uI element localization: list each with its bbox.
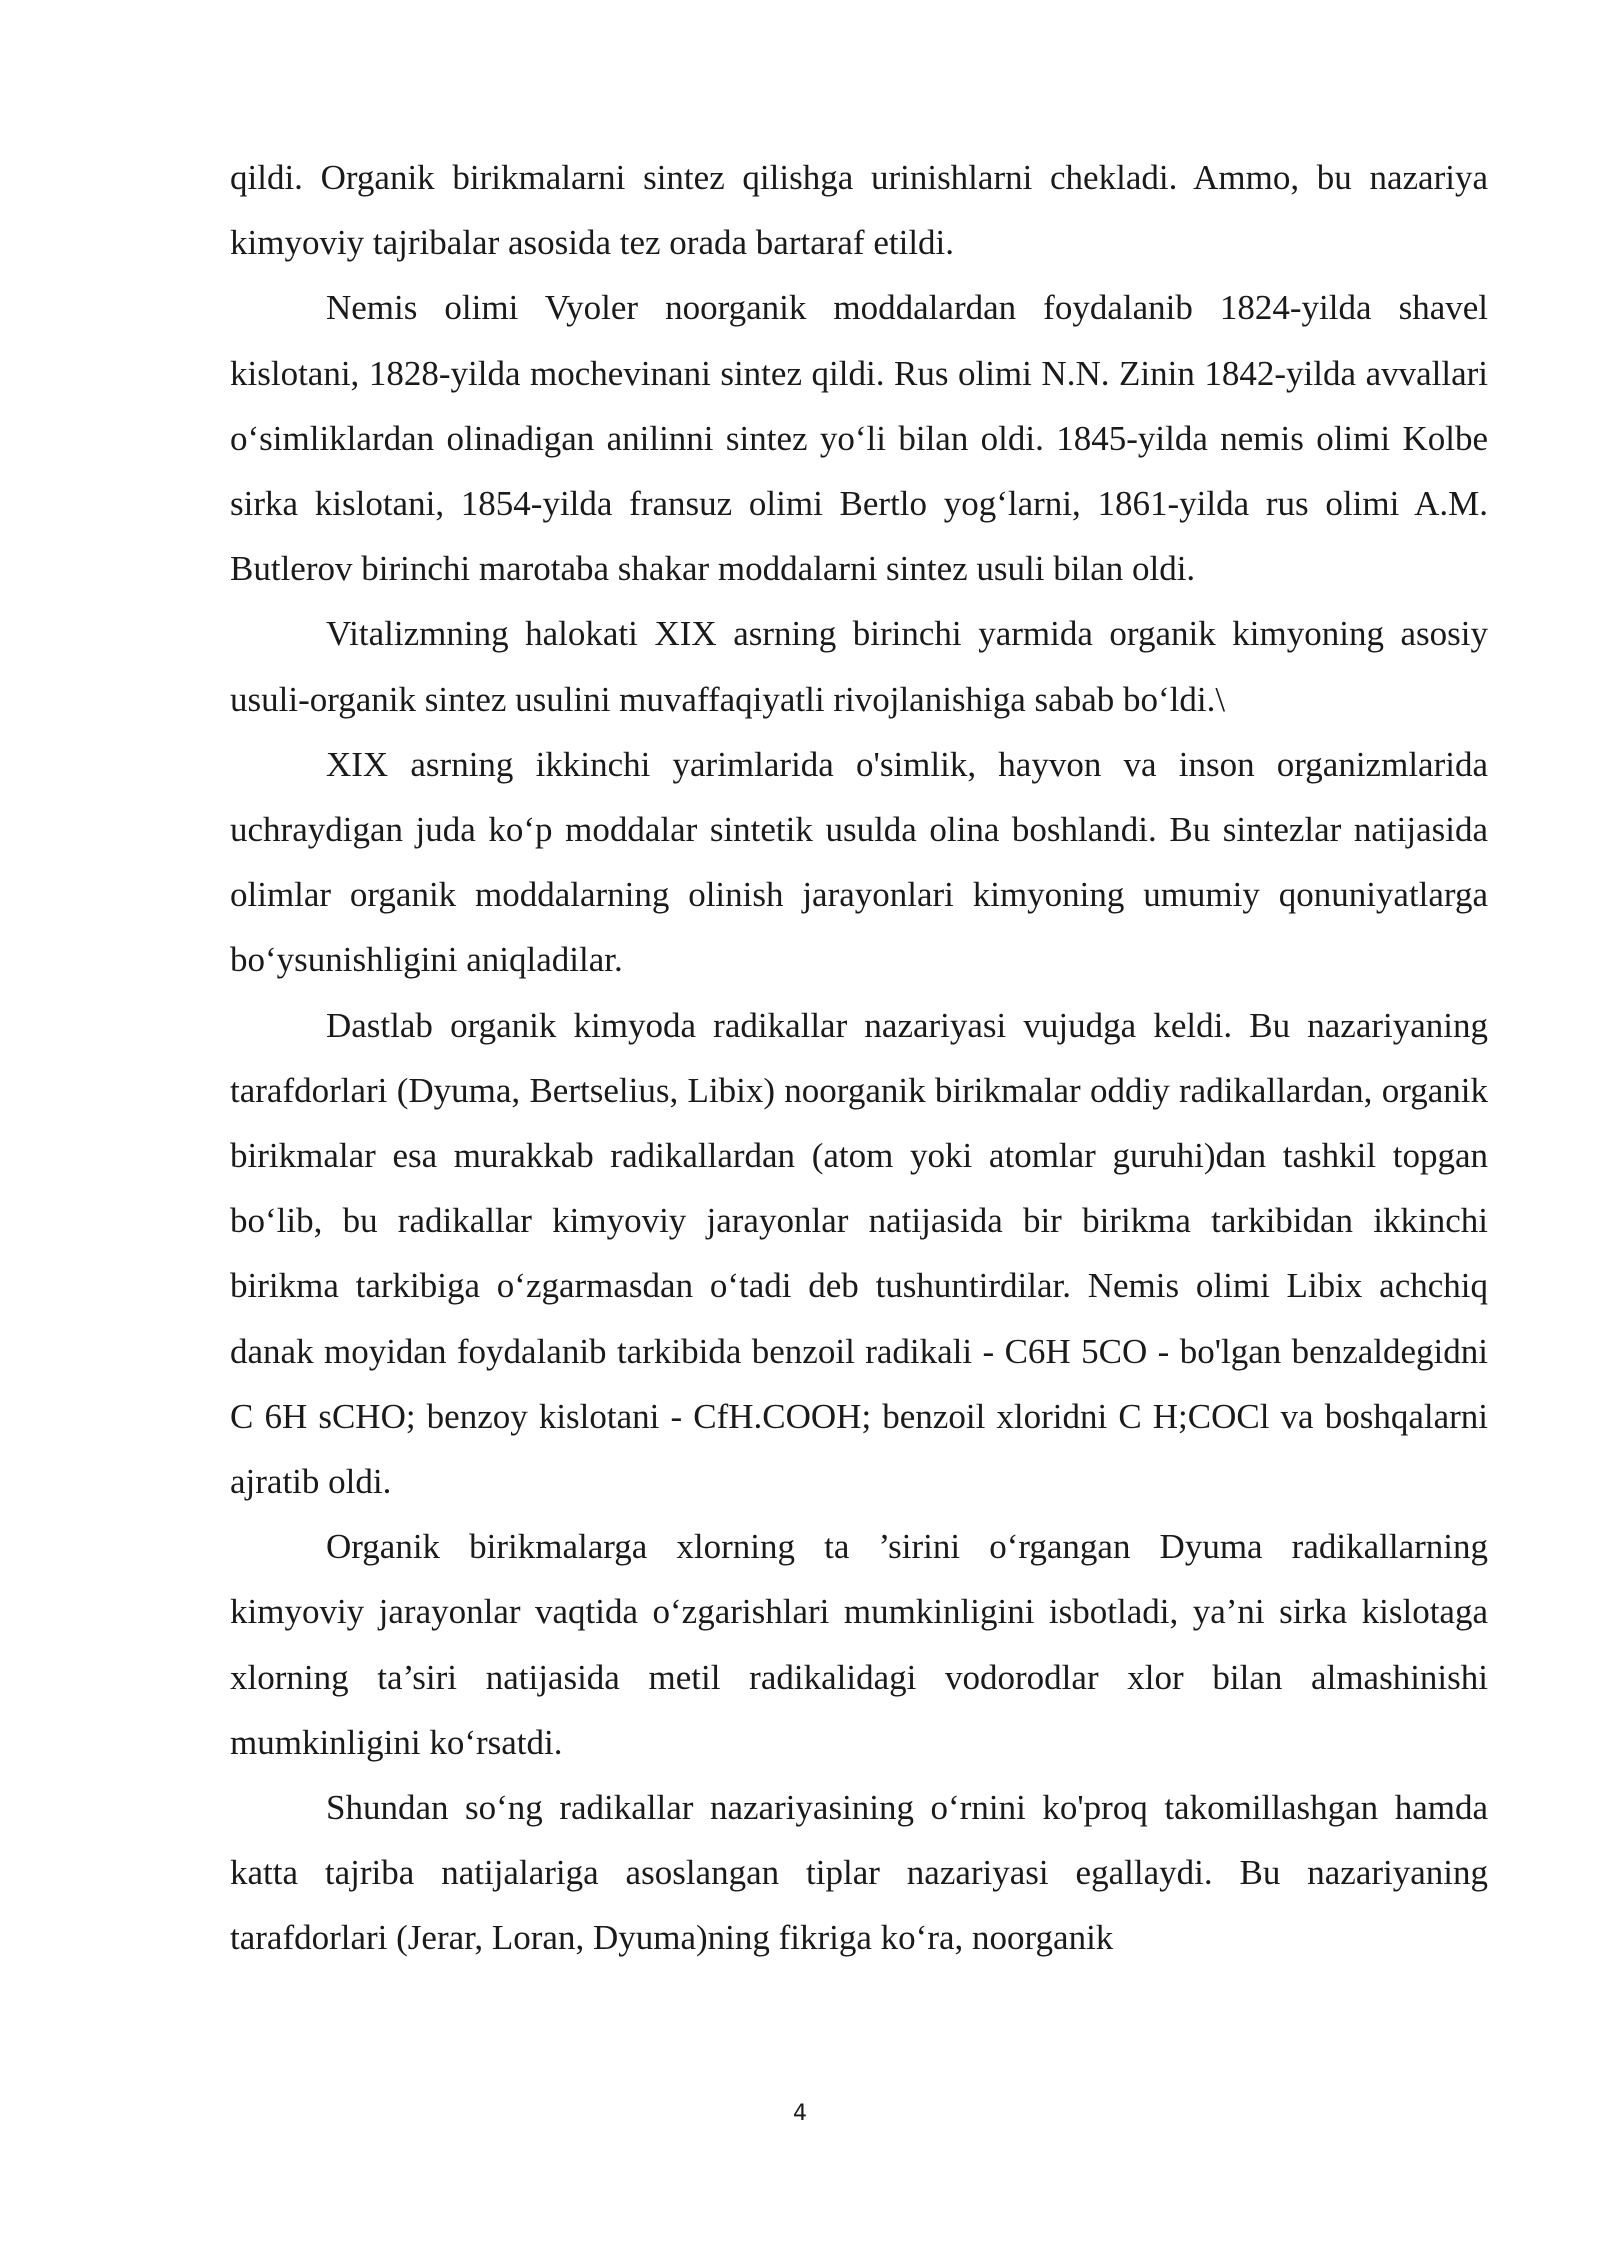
page-number: 4 [793,2101,807,2126]
paragraph-wohler-synthesis: Nemis olimi Vyoler noorganik moddalardan foydalanib 1824-yilda shavel kislotani, 1828-yilda mochevinani sintez qildi. Rus olimi N.N. Zinin 1842-yilda avvallari o‘simliklardan olinadigan anilinni sintez yo‘li bilan oldi. 1845-yilda nemis olimi Kolbe sirka kislotani, 1854-yilda fransuz olimi Bertlo yog‘larni, 1861-yilda rus olimi A.M. Butlerov birinchi marotaba shakar moddalarni sintez usuli bilan oldi. [230,288,1488,589]
paragraph-vitalism-end: Vitalizmning halokati XIX asrning birinchi yarmida organik kimyoning asosiy usuli-organik sintez usulini muvaffaqiyatli rivojlanishiga sabab bo‘ldi.\ [230,614,1488,719]
paragraph-type-theory: Shundan so‘ng radikallar nazariyasining o‘rnini ko'proq takomillashgan hamda katta tajriba natijalariga asoslangan tiplar nazariyasi egallaydi. Bu nazariyaning tarafdorlari (Jerar, Loran, Dyuma)ning fikriga ko‘ra, noorganik [230,1788,1488,1958]
paragraph-continuation: qildi. Organik birikmalarni sintez qilishga urinishlarni chekladi. Ammo, bu nazariya kimyoviy tajribalar asosida tez orada bartaraf etildi. [230,158,1488,263]
paragraph-nineteenth-century: XIX asrning ikkinchi yarimlarida o'simlik, hayvon va inson organizmlarida uchraydigan juda ko‘p moddalar sintetik usulda olina boshlandi. Bu sintezlar natijasida olimlar organik moddalarning olinish jarayonlari kimyoning umumiy qonuniyatlarga bo‘ysunishligini aniqladilar. [230,744,1488,980]
paragraph-radical-theory: Dastlab organik kimyoda radikallar nazariyasi vujudga keldi. Bu nazariyaning tarafdorlari (Dyuma, Bertselius, Libix) noorganik birikmalar oddiy radikallardan, organik birikmalar esa murakkab radikallardan (atom yoki atomlar guruhi)dan tashkil topgan bo‘lib, bu radikallar kimyoviy jarayonlar natijasida bir birikma tarkibidan ikkinchi birikma tarkibiga o‘zgarmasdan o‘tadi deb tushuntirdilar. Nemis olimi Libix achchiq danak moyidan foydalanib tarkibida benzoil radikali - C6H 5CO - bo'lgan benzaldegidni C 6H sCHO; benzoy kislotani - CfH.COOH; benzoil xloridni C H;COCl va boshqalarni ajratib oldi. [230,1005,1488,1502]
body-text [230,145,1488,1971]
paragraph-dumas-chlorine: Organik birikmalarga xlorning ta ’sirini o‘rgangan Dyuma radikallarning kimyoviy jarayonlar vaqtida o‘zgarishlari mumkinligini isbotladi, ya’ni sirka kislotaga xlorning ta’siri natijasida metil radikalidagi vodorodlar xlor bilan almashinishi mumkinligini ko‘rsatdi. [230,1527,1488,1762]
